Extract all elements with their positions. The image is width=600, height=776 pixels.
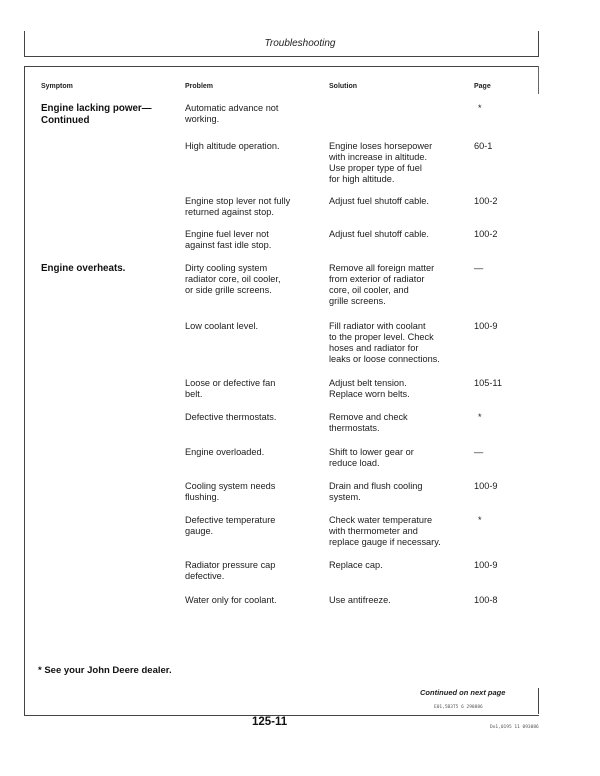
page-ref-cell: 105-11 xyxy=(474,378,502,388)
page-ref-cell: * xyxy=(478,412,482,422)
problem-cell: High altitude operation. xyxy=(185,141,280,151)
page-ref-cell: * xyxy=(478,103,482,113)
problem-cell: Cooling system needs flushing. xyxy=(185,481,276,502)
problem-cell: Defective thermostats. xyxy=(185,412,277,422)
solution-cell: Shift to lower gear or reduce load. xyxy=(329,447,414,468)
solution-cell: Drain and flush cooling system. xyxy=(329,481,423,502)
symptom-engine-lacking-power: Engine lacking power— Continued xyxy=(41,103,152,126)
problem-cell: Engine fuel lever not against fast idle stop. xyxy=(185,229,272,250)
problem-cell: Water only for coolant. xyxy=(185,595,277,605)
solution-cell: Engine loses horsepower with increase in altitude. Use proper type of fuel for high altitude. xyxy=(329,141,433,184)
page-ref-cell: — xyxy=(474,447,484,457)
frame-right-upper-stub xyxy=(538,66,539,94)
problem-cell: Loose or defective fan belt. xyxy=(185,378,276,399)
page-number: 125-11 xyxy=(252,716,288,728)
solution-cell: Remove all foreign matter from exterior of radiator core, oil cooler, and grille screens. xyxy=(329,263,435,306)
page-ref-cell: 60-1 xyxy=(474,141,493,151)
page-ref-cell: 100-9 xyxy=(474,481,498,491)
column-header-problem: Problem xyxy=(185,83,214,90)
page-ref-cell: 100-2 xyxy=(474,229,498,239)
problem-cell: Defective temperature gauge. xyxy=(185,515,276,536)
solution-cell: Adjust fuel shutoff cable. xyxy=(329,229,429,239)
solution-cell: Adjust belt tension. Replace worn belts. xyxy=(329,378,410,399)
problem-cell: Radiator pressure cap defective. xyxy=(185,560,276,581)
footnote: * See your John Deere dealer. xyxy=(38,665,172,676)
solution-cell: Check water temperature with thermometer and replace gauge if necessary. xyxy=(329,515,441,547)
problem-cell: Engine stop lever not fully returned against stop. xyxy=(185,196,291,217)
page-ref-cell: 100-8 xyxy=(474,595,498,605)
solution-cell: Fill radiator with coolant to the proper level. Check hoses and radiator for leaks or loose connections. xyxy=(329,321,440,364)
column-header-solution: Solution xyxy=(329,83,357,90)
problem-cell: Dirty cooling system radiator core, oil cooler, or side grille screens. xyxy=(185,263,281,295)
problem-cell: Engine overloaded. xyxy=(185,447,265,457)
page-ref-cell: 100-9 xyxy=(474,560,498,570)
solution-cell: Adjust fuel shutoff cable. xyxy=(329,196,429,206)
symptom-engine-overheats: Engine overheats. xyxy=(41,263,126,274)
solution-cell: Replace cap. xyxy=(329,560,383,570)
frame-right-footer-stub xyxy=(538,688,539,714)
header-rule xyxy=(24,56,539,57)
problem-cell: Low coolant level. xyxy=(185,321,259,331)
solution-cell: Remove and check thermostats. xyxy=(329,412,408,433)
continued-notice: Continued on next page xyxy=(420,688,506,697)
solution-cell: Use antifreeze. xyxy=(329,595,391,605)
page-ref-cell: — xyxy=(474,263,484,273)
frame-left-content xyxy=(24,66,25,716)
column-header-page: Page xyxy=(474,83,491,90)
problem-cell: Automatic advance not working. xyxy=(185,103,279,124)
document-code-secondary: Do1,0195 11 093086 xyxy=(490,725,539,730)
page-ref-cell: * xyxy=(478,515,482,525)
table-top-rule xyxy=(24,66,539,67)
page-ref-cell: 100-9 xyxy=(474,321,498,331)
page-ref-cell: 100-2 xyxy=(474,196,498,206)
column-header-symptom: Symptom xyxy=(41,83,73,90)
document-code: E01,5B3T5 6 290886 xyxy=(434,705,483,710)
page-title: Troubleshooting xyxy=(264,38,336,49)
